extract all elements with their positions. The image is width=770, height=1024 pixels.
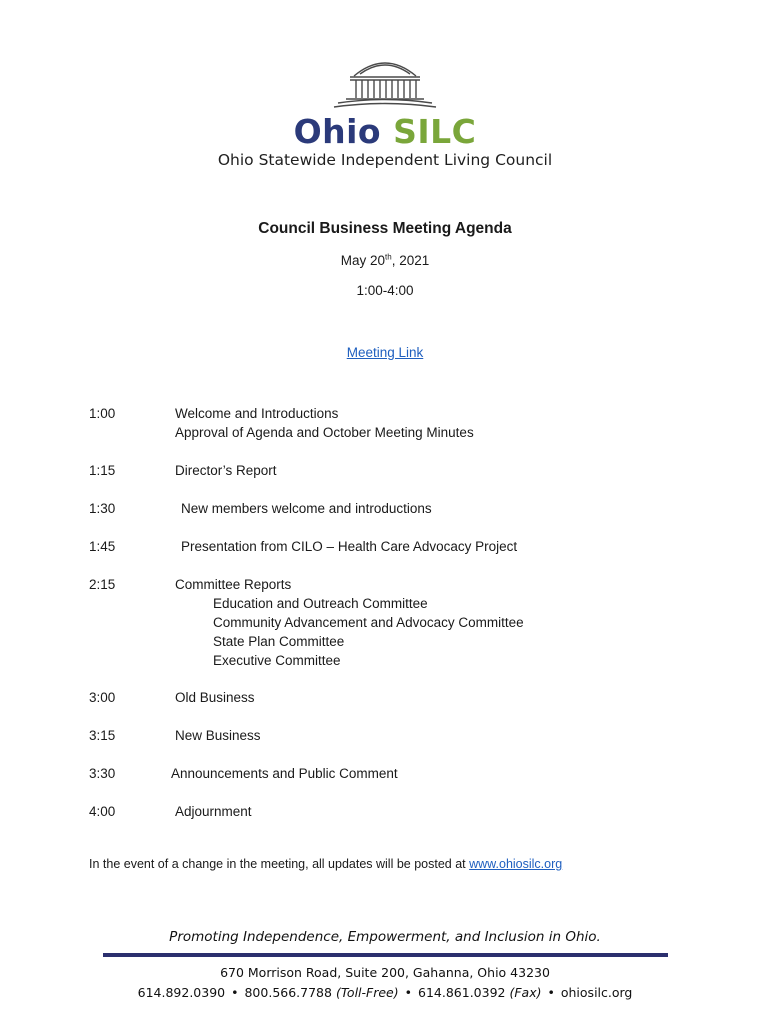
meeting-time-range: 1:00-4:00 bbox=[356, 283, 414, 298]
agenda-time: 3:30 bbox=[89, 766, 116, 781]
agenda-item: Adjournment bbox=[175, 804, 252, 819]
logo-ohio-text: Ohio bbox=[293, 112, 382, 151]
meeting-link-row bbox=[0, 344, 770, 362]
update-note bbox=[89, 856, 562, 873]
page-title: Council Business Meeting Agenda bbox=[258, 220, 512, 237]
footer-phone: 614.892.0390 bbox=[137, 985, 226, 1000]
agenda-item: Approval of Agenda and October Meeting Minutes bbox=[175, 425, 474, 440]
logo-silc-text: SILC bbox=[393, 112, 477, 151]
meeting-link[interactable]: Meeting Link bbox=[346, 345, 424, 360]
footer-address: 670 Morrison Road, Suite 200, Gahanna, Ohio 43230 bbox=[220, 965, 550, 980]
agenda-item: New members welcome and introductions bbox=[181, 501, 432, 516]
footer-fax-label: (Fax) bbox=[509, 985, 542, 1000]
agenda-item: Director’s Report bbox=[175, 463, 277, 478]
logo-wordmark bbox=[0, 112, 770, 152]
date-prefix: May 20 bbox=[340, 253, 386, 268]
footer-tollfree-number: 800.566.7788 bbox=[244, 985, 332, 1000]
footer-slogan: Promoting Independence, Empowerment, and Inclusion in Ohio. bbox=[169, 929, 601, 945]
separator-dot: • bbox=[404, 985, 412, 1000]
meeting-date bbox=[0, 252, 770, 270]
separator-dot: • bbox=[547, 985, 555, 1000]
agenda-time: 3:00 bbox=[89, 690, 116, 705]
date-suffix: , 2021 bbox=[391, 253, 430, 268]
statehouse-dome-icon bbox=[330, 52, 440, 116]
agenda-sub-item: Education and Outreach Committee bbox=[213, 596, 428, 611]
date-ordinal: th bbox=[385, 252, 392, 262]
agenda-time: 2:15 bbox=[89, 577, 116, 592]
footer-divider bbox=[103, 953, 668, 957]
agenda-sub-item: Executive Committee bbox=[213, 653, 341, 668]
footer-website: ohiosilc.org bbox=[560, 985, 633, 1000]
agenda-item: New Business bbox=[175, 728, 261, 743]
agenda-sub-item: State Plan Committee bbox=[213, 634, 345, 649]
update-note-text: In the event of a change in the meeting, all updates will be posted at bbox=[89, 857, 470, 871]
agenda-time: 1:15 bbox=[89, 463, 116, 478]
footer-contact bbox=[0, 984, 770, 1001]
agenda-item: Old Business bbox=[175, 690, 255, 705]
agenda-time: 1:45 bbox=[89, 539, 116, 554]
agenda-item: Presentation from CILO – Health Care Advocacy Project bbox=[181, 539, 518, 554]
separator-dot: • bbox=[231, 985, 239, 1000]
agenda-sub-item: Community Advancement and Advocacy Committee bbox=[213, 615, 524, 630]
agenda-time: 4:00 bbox=[89, 804, 116, 819]
agenda-time: 1:30 bbox=[89, 501, 116, 516]
footer-tollfree-label: (Toll-Free) bbox=[335, 985, 399, 1000]
agenda-item: Welcome and Introductions bbox=[175, 406, 339, 421]
agenda-time: 3:15 bbox=[89, 728, 116, 743]
website-link[interactable]: www.ohiosilc.org bbox=[469, 857, 563, 871]
footer-fax-number: 614.861.0392 bbox=[418, 985, 506, 1000]
agenda-time: 1:00 bbox=[89, 406, 116, 421]
agenda-item: Committee Reports bbox=[175, 577, 292, 592]
logo-subtitle: Ohio Statewide Independent Living Council bbox=[217, 151, 553, 169]
agenda-item: Announcements and Public Comment bbox=[171, 766, 398, 781]
